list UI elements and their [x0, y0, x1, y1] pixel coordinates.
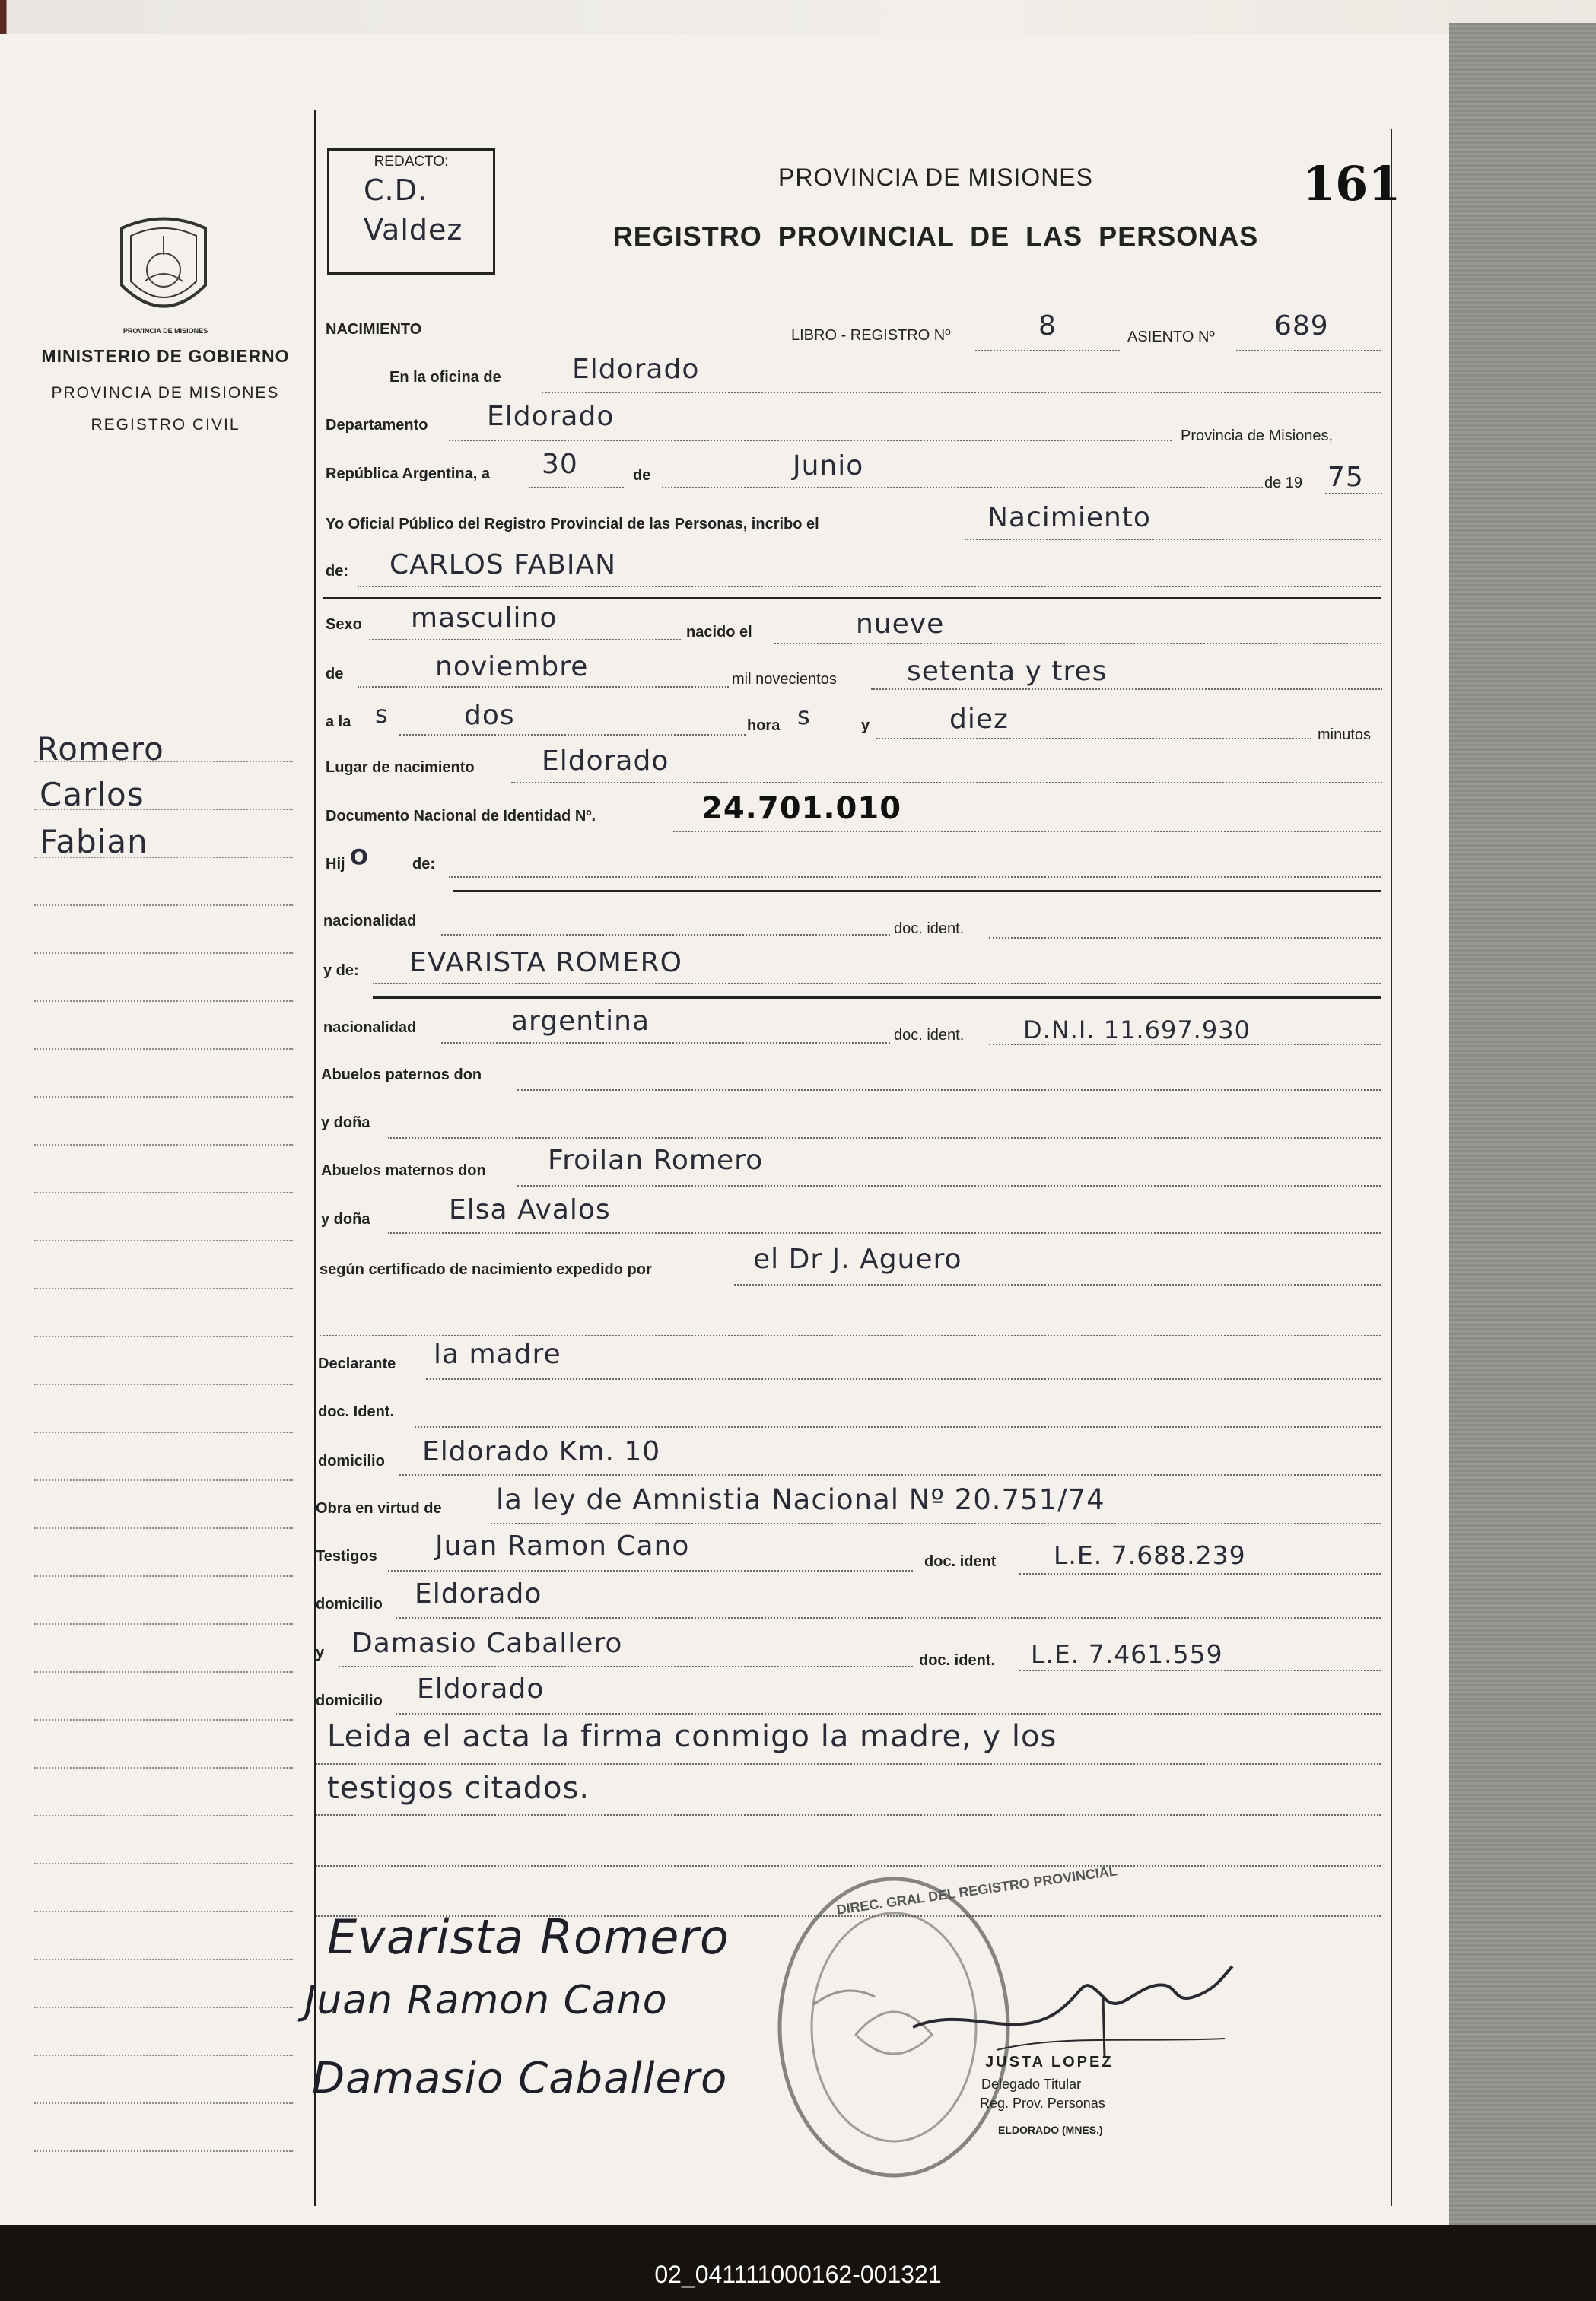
testigo2-value: Damasio Caballero [351, 1628, 623, 1659]
margin-ruled-line [34, 1671, 293, 1673]
nac2-value: argentina [511, 1006, 650, 1037]
margin-ruled-line [34, 1288, 293, 1289]
blank-line-1 [320, 1335, 1381, 1336]
leida-rule-1 [316, 1763, 1381, 1765]
abmat-value: Froilan Romero [548, 1145, 764, 1176]
margin-ruled-line [34, 2007, 293, 2008]
declarante-label: Declarante [318, 1355, 396, 1372]
dni-label: Documento Nacional de Identidad Nº. [326, 808, 596, 825]
domicilio1-label: domicilio [318, 1453, 385, 1470]
lugar-line [511, 782, 1382, 783]
leida-line-2: testigos citados. [327, 1771, 590, 1806]
domicilio3-value: Eldorado [417, 1673, 545, 1705]
hora-line [399, 734, 746, 736]
dni-line [673, 831, 1381, 832]
seal-caption: PROVINCIA DE MISIONES [122, 327, 208, 335]
nacido-line [774, 643, 1381, 644]
margin-ruled-line [34, 1863, 293, 1864]
margin-office: REGISTRO CIVIL [91, 416, 240, 434]
oficina-value: Eldorado [572, 354, 700, 385]
margin-ruled-line [34, 1479, 293, 1481]
provincia-label: Provincia de Misiones, [1181, 427, 1334, 444]
hora-suffix: s [797, 701, 811, 730]
domicilio1-value: Eldorado Km. 10 [422, 1436, 661, 1467]
docident-line [415, 1426, 1381, 1428]
oficial-label: Yo Oficial Público del Registro Provincial de las Personas, incribo el [326, 516, 819, 532]
obra-line [491, 1523, 1381, 1524]
dni-value: 24.701.010 [701, 791, 902, 826]
doc4-value: L.E. 7.461.559 [1031, 1639, 1223, 1669]
margin-note-surname: Romero [37, 730, 164, 768]
stamp-text: DIREC. GRAL DEL REGISTRO PROVINCIAL [835, 1863, 1118, 1918]
margin-ruled-line [34, 1144, 293, 1146]
mes-nac-line [358, 686, 729, 688]
asiento-line [1236, 350, 1381, 351]
redacto-initials: C.D. [364, 173, 428, 207]
sexo-line [369, 639, 681, 640]
redacto-box [327, 148, 495, 275]
hora-value: dos [464, 700, 515, 731]
form-title: NACIMIENTO [326, 321, 422, 338]
margin-note-name-1: Carlos [40, 776, 145, 813]
docident-label: doc. Ident. [318, 1403, 394, 1420]
sexo-label: Sexo [326, 616, 362, 633]
margin-ruled-line [34, 952, 293, 954]
nac1-line [441, 934, 890, 936]
margin-ruled-line [34, 1623, 293, 1625]
margin-rule [314, 110, 316, 2206]
de19-label: de 19 [1264, 475, 1303, 491]
abpat-label: Abuelos paternos don [321, 1066, 482, 1083]
nac1-label: nacionalidad [323, 913, 417, 930]
domicilio2-value: Eldorado [415, 1578, 542, 1610]
hijo-suffix: O [350, 844, 369, 869]
ydona2-line [388, 1232, 1381, 1234]
doc3-line [1019, 1573, 1381, 1575]
alas-label: a la [326, 714, 351, 730]
madre-line [373, 983, 1381, 984]
de-label: de [633, 467, 651, 484]
de-nombre-label: de: [326, 563, 348, 580]
libro-label: LIBRO - REGISTRO Nº [791, 327, 951, 344]
margin-ruled-line [34, 1336, 293, 1337]
domicilio3-line [396, 1713, 1381, 1715]
official-title-1: Delegado Titular [981, 2077, 1082, 2092]
dia-line [529, 487, 624, 488]
anio-line [1325, 493, 1382, 494]
margin-ruled-line [34, 1384, 293, 1385]
testigo1-line [388, 1570, 913, 1572]
certificado-value: el Dr J. Aguero [753, 1244, 962, 1275]
domicilio3-label: domicilio [316, 1692, 383, 1709]
anio-nac-line [871, 688, 1382, 690]
margin-ruled-line [34, 2055, 293, 2056]
madre-value: EVARISTA ROMERO [409, 947, 682, 978]
yde-label: y de: [323, 962, 359, 979]
anio-value: 75 [1327, 462, 1364, 493]
ministry-title: MINISTERIO DE GOBIERNO [41, 346, 290, 366]
oficial-line [965, 539, 1381, 540]
margin-ruled-line [34, 1048, 293, 1050]
testigo1-value: Juan Ramon Cano [435, 1530, 690, 1562]
redacto-label: REDACTO: [374, 154, 449, 170]
doc4-label: doc. ident. [919, 1652, 995, 1669]
doc3-value: L.E. 7.688.239 [1054, 1540, 1246, 1570]
lugar-value: Eldorado [542, 745, 669, 777]
dia-value: 30 [542, 449, 578, 480]
doc2-label: doc. ident. [894, 1027, 965, 1044]
file-code: 02_041111000162-001321 [654, 2261, 942, 2288]
divider-2 [453, 890, 1381, 892]
obra-label: Obra en virtud de [316, 1500, 442, 1517]
right-rule [1391, 129, 1392, 2206]
y-label: y [861, 717, 870, 734]
redacto-surname: Valdez [364, 213, 463, 246]
libro-value: 8 [1038, 310, 1057, 342]
margin-ruled-line [34, 1911, 293, 1912]
nacido-value: nueve [856, 609, 945, 640]
obra-value: la ley de Amnistia Nacional Nº 20.751/74 [496, 1483, 1105, 1516]
margin-ruled-line [34, 1719, 293, 1721]
hijo-label: Hij [326, 856, 345, 872]
margin-ruled-line [34, 1096, 293, 1098]
abmat-label: Abuelos maternos don [321, 1162, 486, 1179]
margin-province: PROVINCIA DE MISIONES [51, 384, 280, 402]
nombre-value: CARLOS FABIAN [389, 549, 617, 580]
official-place: ELDORADO (MNES.) [998, 2124, 1103, 2136]
doc3-label: doc. ident [924, 1553, 997, 1570]
ydona2-value: Elsa Avalos [449, 1194, 611, 1225]
asiento-value: 689 [1274, 310, 1329, 342]
hora-label: hora [747, 717, 781, 734]
departamento-value: Eldorado [487, 401, 615, 432]
page-number: 161 [1302, 156, 1401, 211]
nac2-line [441, 1042, 890, 1044]
mes-line [662, 487, 1263, 488]
leida-line-1: Leida el acta la firma conmigo la madre, y los [327, 1719, 1057, 1754]
domicilio2-line [396, 1617, 1381, 1619]
leida-rule-2 [316, 1814, 1381, 1816]
margin-ruled-line [34, 1000, 293, 1002]
oficina-line [542, 392, 1381, 393]
ydona1-line [388, 1137, 1381, 1139]
nac2-label: nacionalidad [323, 1019, 417, 1036]
libro-line [975, 350, 1120, 351]
ydona2-label: y doña [321, 1211, 370, 1228]
margin-ruled-line [34, 1959, 293, 1960]
signature-witness-1: Juan Ramon Cano [304, 1978, 668, 2023]
testigos-label: Testigos [316, 1548, 377, 1565]
domicilio1-line [399, 1474, 1381, 1476]
margin-ruled-line [34, 1527, 293, 1529]
divider-1 [323, 597, 1381, 599]
lugar-label: Lugar de nacimiento [326, 759, 475, 776]
signature-mother: Evarista Romero [327, 1909, 730, 1965]
alas-suffix: s [375, 700, 389, 729]
republica-label: República Argentina, a [326, 466, 490, 482]
doc1-line [989, 937, 1381, 939]
departamento-label: Departamento [326, 417, 428, 434]
margin-ruled-line [34, 1240, 293, 1241]
margin-ruled-line [34, 1815, 293, 1816]
departamento-line [449, 440, 1172, 441]
declarante-line [426, 1378, 1381, 1380]
blank-rule-1 [316, 1865, 1381, 1867]
de2-label: de [326, 666, 344, 682]
mes-nac-value: noviembre [435, 651, 589, 682]
abmat-line [517, 1185, 1381, 1187]
declarante-value: la madre [434, 1339, 561, 1370]
testigo2-line [339, 1666, 913, 1667]
doc4-line [1019, 1670, 1381, 1671]
asiento-label: ASIENTO Nº [1127, 329, 1215, 345]
nacido-label: nacido el [686, 624, 752, 640]
domicilio2-label: domicilio [316, 1596, 383, 1613]
mes-value: Junio [793, 450, 864, 481]
y2-label: y [316, 1645, 325, 1661]
doc1-label: doc. ident. [894, 920, 965, 937]
hijo-de-label: de: [412, 856, 435, 872]
header-province: PROVINCIA DE MISIONES [778, 164, 1093, 191]
official-title-2: Reg. Prov. Personas [980, 2096, 1105, 2111]
certificado-label: según certificado de nacimiento expedido por [320, 1261, 652, 1278]
certificado-line [734, 1284, 1381, 1286]
padre-line [449, 876, 1381, 878]
signature-witness-2: Damasio Caballero [312, 2054, 728, 2103]
oficial-value: Nacimiento [987, 502, 1151, 533]
margin-ruled-line [34, 1767, 293, 1769]
ydona1-label: y doña [321, 1114, 370, 1131]
divider-3 [373, 996, 1381, 999]
official-name: JUSTA LOPEZ [985, 2054, 1114, 2071]
doc2-value: D.N.I. 11.697.930 [1023, 1015, 1251, 1044]
margin-note-name-2: Fabian [40, 823, 148, 860]
book-edge [1449, 23, 1596, 2236]
nombre-line [358, 586, 1381, 587]
mil-label: mil novecientos [732, 671, 837, 688]
abpat-line [517, 1089, 1381, 1091]
minutos-value: diez [949, 704, 1009, 735]
margin-ruled-line [34, 1432, 293, 1433]
header-registry: REGISTRO PROVINCIAL DE LAS PERSONAS [612, 221, 1259, 252]
sexo-value: masculino [411, 602, 558, 634]
minutos-line [876, 738, 1311, 739]
anio-nac-value: setenta y tres [907, 656, 1108, 687]
margin-ruled-line [34, 1575, 293, 1577]
minutos-label: minutos [1318, 726, 1372, 743]
oficina-label: En la oficina de [389, 369, 501, 386]
province-seal-icon [107, 213, 221, 335]
margin-ruled-line [34, 904, 293, 906]
margin-ruled-line [34, 1192, 293, 1193]
margin-ruled-line [34, 2150, 293, 2152]
margin-ruled-line [34, 2102, 293, 2104]
